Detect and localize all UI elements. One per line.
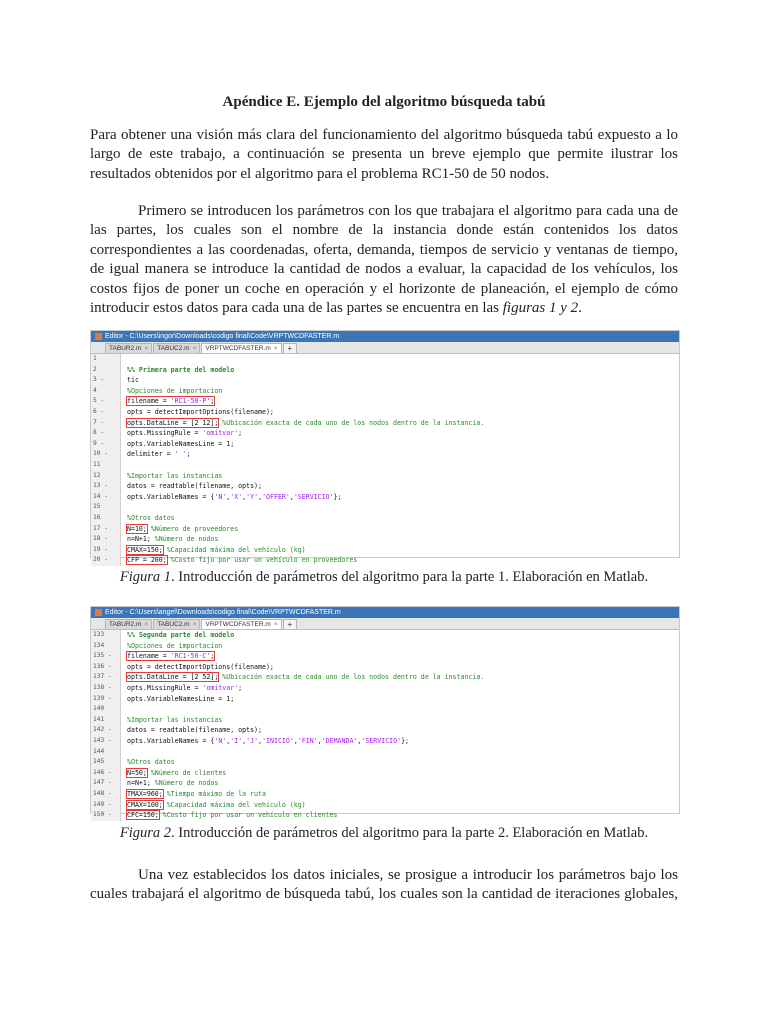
text-line: largo de este trabajo, a continuación se presenta un breve ejemplo que permite ilustrar los [90, 146, 678, 163]
editor-tab-bar [91, 342, 679, 354]
editor-title-bar [91, 331, 679, 342]
code-token: %Importar las instancias [127, 471, 223, 480]
code-text [121, 386, 222, 397]
line-number: 135 - [91, 651, 121, 662]
highlighted-parameter: CMAX=100; [127, 800, 163, 809]
code-token: %Otros datos [127, 513, 175, 522]
text-segment: introducir estos datos para cada una de las partes se encuentra en las [90, 300, 503, 317]
text-line: Una vez establecidos los datos iniciales, se prosigue a introducir los parámetros bajo los [138, 867, 678, 883]
editor-window-title: Editor - C:\Users\angel\Downloads\codigo final\Code\VRPTWCDFASTER.m [105, 609, 341, 616]
line-number: 1 [91, 354, 121, 365]
code-text [121, 513, 175, 524]
code-text [121, 768, 226, 779]
code-token: %Tiempo máximo de la ruta [162, 789, 266, 798]
line-number: 16 [91, 513, 121, 524]
code-token: %Opciones de importacion [127, 386, 223, 395]
code-line[interactable] [91, 365, 679, 376]
text-line [90, 299, 678, 318]
code-line[interactable] [91, 513, 679, 524]
parameter-highlight-box [127, 525, 147, 533]
code-token: opts.MissingRule = [127, 683, 203, 692]
highlighted-parameter: ; [210, 652, 215, 661]
code-line[interactable] [91, 460, 679, 471]
code-token: , [317, 736, 322, 745]
code-token: %Importar las instancias [127, 715, 223, 724]
highlighted-parameter: filename = [127, 397, 171, 406]
closing-paragraph [90, 866, 678, 905]
line-number: 12 [91, 471, 121, 482]
line-number: 14 - [91, 492, 121, 503]
parameter-highlight-box [127, 556, 167, 564]
line-number: 145 [91, 757, 121, 768]
code-token: datos = readtable(filename, opts); [127, 726, 262, 735]
code-line[interactable] [91, 407, 679, 418]
code-text [121, 365, 234, 376]
line-number: 133 [91, 630, 121, 641]
code-token: 'N' [214, 492, 227, 501]
code-area [91, 630, 679, 821]
line-number: 143 - [91, 736, 121, 747]
code-token: %Número de clientes [146, 768, 227, 777]
parameter-highlight-box [127, 652, 214, 660]
code-token: , [258, 492, 263, 501]
text-line: resultados obtenidos por el algoritmo para el problema RC1-50 de 50 nodos. [90, 165, 550, 182]
parameter-highlight-box [127, 790, 163, 798]
figure-2-editor-screenshot [90, 606, 680, 820]
code-text [121, 757, 175, 768]
line-number: 140 [91, 704, 121, 715]
line-number: 147 - [91, 778, 121, 789]
parameter-highlight-box [127, 397, 214, 405]
line-number: 3 - [91, 375, 121, 386]
code-line[interactable] [91, 396, 679, 407]
code-token: , [242, 736, 247, 745]
code-token: , [258, 736, 263, 745]
code-token: n=N+1; [127, 535, 155, 544]
code-line[interactable] [91, 386, 679, 397]
close-icon[interactable]: × [273, 621, 278, 628]
code-text [121, 407, 274, 418]
figure-1-editor-screenshot [90, 330, 680, 565]
code-line[interactable] [91, 524, 679, 535]
line-number: 10 - [91, 449, 121, 460]
code-token: %Ubicación exacta de cada uno de los nodos dentro de la instancia. [218, 673, 485, 682]
tab-label: TABUC2.m [157, 345, 190, 352]
code-token: delimiter = [127, 450, 175, 459]
code-token: 'SERVICIO' [361, 736, 402, 745]
editor-window-title: Editor - C:\Users\ingor\Downloads\codigo final\Code\VRPTWCDFASTER.m [105, 333, 340, 340]
code-line[interactable] [91, 641, 679, 652]
code-text [121, 662, 274, 673]
line-number: 134 [91, 641, 121, 652]
close-icon[interactable]: × [192, 621, 197, 628]
code-token: , [226, 492, 231, 501]
code-line[interactable] [91, 725, 679, 736]
code-text [121, 534, 218, 545]
code-token: , [226, 736, 231, 745]
code-line[interactable] [91, 375, 679, 386]
code-text [121, 492, 342, 503]
code-text [121, 810, 337, 821]
code-text [121, 800, 306, 811]
code-token: 'omitvar' [202, 429, 239, 438]
line-number: 137 - [91, 672, 121, 683]
code-line[interactable] [91, 694, 679, 705]
line-number: 11 [91, 460, 121, 471]
text-line: de igual manera se introduce la cantidad de nodos a evaluar, la capacidad de los vehículos, los [90, 261, 678, 278]
code-line[interactable] [91, 428, 679, 439]
close-icon[interactable]: × [144, 345, 149, 352]
highlighted-parameter: N=50; [127, 768, 147, 777]
code-text [121, 396, 214, 407]
code-token: 'SERVICIO' [293, 492, 334, 501]
code-token: , [242, 492, 247, 501]
editor-tab[interactable] [153, 343, 200, 353]
line-number: 138 - [91, 683, 121, 694]
code-token: datos = readtable(filename, opts); [127, 482, 262, 491]
parameter-highlight-box [127, 769, 147, 777]
highlighted-parameter: TMAX=960; [127, 789, 163, 798]
line-number: 144 [91, 747, 121, 758]
code-text [121, 375, 139, 386]
line-number: 19 - [91, 545, 121, 556]
text-line: correspondientes a las coordenadas, oferta, demanda, tiempos de servicio y ventanas de tiempo, [90, 241, 678, 258]
code-line[interactable] [91, 662, 679, 673]
line-number: 142 - [91, 725, 121, 736]
code-line[interactable] [91, 715, 679, 726]
code-line[interactable] [91, 778, 679, 789]
code-token: %Ubicación exacta de cada uno de los nodos dentro de la instancia. [218, 418, 485, 427]
code-text [121, 418, 484, 429]
code-token: }; [401, 736, 410, 745]
figure-1-caption [0, 569, 768, 586]
caption-label: Figura 2 [119, 825, 172, 841]
code-token: 'omitvar' [202, 683, 239, 692]
code-token: 'DEMANDA' [321, 736, 358, 745]
highlighted-parameter: opts.DataLine = [2 12]; [127, 418, 219, 427]
code-line[interactable] [91, 672, 679, 683]
code-token: 'N' [214, 736, 227, 745]
editor-tab-active[interactable] [201, 343, 281, 353]
parameter-highlight-box [127, 811, 159, 819]
editor-tab[interactable] [153, 619, 200, 629]
code-line[interactable] [91, 418, 679, 429]
code-token: %% Primera parte del modelo [127, 365, 235, 374]
text-line: Para obtener una visión más clara del funcionamiento del algoritmo búsqueda tabú expuesto a lo [90, 127, 678, 143]
parameters-paragraph [90, 202, 678, 318]
code-token: %Opciones de importacion [127, 641, 223, 650]
code-line[interactable] [91, 534, 679, 545]
code-token: 'INICIO' [262, 736, 294, 745]
line-number: 148 - [91, 789, 121, 800]
code-token: opts = detectImportOptions(filename); [127, 662, 274, 671]
code-text [121, 481, 262, 492]
code-text [121, 449, 191, 460]
code-token: 'Y' [246, 492, 259, 501]
code-token: %Número de nodos [154, 779, 219, 788]
close-icon[interactable]: × [144, 621, 149, 628]
code-text [121, 354, 127, 365]
code-token: 'I' [230, 736, 243, 745]
editor-tab[interactable] [105, 619, 152, 629]
code-token: , [293, 736, 298, 745]
highlighted-parameter: opts.DataLine = [2 52]; [127, 673, 219, 682]
code-line[interactable] [91, 555, 679, 566]
code-token: 'X' [230, 492, 243, 501]
code-token: ; [238, 683, 243, 692]
code-line[interactable] [91, 651, 679, 662]
caption-label: Figura 1 [119, 569, 172, 585]
code-line[interactable] [91, 683, 679, 694]
line-number: 13 - [91, 481, 121, 492]
code-line[interactable] [91, 810, 679, 821]
caption-text: . Introducción de parámetros del algoritmo para la parte 2. Elaboración en Matlab. [171, 825, 649, 841]
code-token: ; [186, 450, 191, 459]
code-line[interactable] [91, 354, 679, 365]
code-text [121, 630, 234, 641]
text-line: las partes, los cuales son el nombre de la instancia donde están contenidos los datos [90, 222, 678, 239]
figure-reference: figuras 1 y 2 [502, 300, 579, 317]
code-token: ' ' [174, 450, 187, 459]
code-text [121, 555, 357, 566]
code-token: %Número de nodos [154, 535, 219, 544]
line-number: 15 [91, 502, 121, 513]
line-number: 18 - [91, 534, 121, 545]
line-number: 4 [91, 386, 121, 397]
highlighted-parameter: CMAX=150; [127, 545, 163, 554]
add-tab-button[interactable]: + [283, 343, 298, 353]
highlighted-parameter: CFP = 200; [127, 556, 167, 565]
code-line[interactable] [91, 630, 679, 641]
code-line[interactable] [91, 492, 679, 503]
code-text [121, 694, 234, 705]
code-token: %Capacidad máxima del vehículo (kg) [162, 545, 306, 554]
code-text [121, 439, 234, 450]
text-line: cuales trabajará el algoritmo de búsqueda tabú, los cuales son la cantidad de iteraciones globales, [90, 886, 678, 903]
code-text [121, 460, 127, 471]
line-number: 141 [91, 715, 121, 726]
figure-2-caption [0, 825, 768, 842]
add-tab-button[interactable]: + [283, 619, 298, 629]
code-token: tic [127, 376, 139, 385]
code-token: %Número de proveedores [146, 524, 239, 533]
line-number: 9 - [91, 439, 121, 450]
code-text [121, 747, 127, 758]
code-token: 'FIN' [297, 736, 318, 745]
matlab-icon [95, 609, 102, 616]
code-line[interactable] [91, 800, 679, 811]
highlighted-parameter: 'RC1-50-P' [170, 397, 211, 406]
line-number: 17 - [91, 524, 121, 535]
parameter-highlight-box [127, 546, 163, 554]
highlighted-parameter: filename = [127, 652, 171, 661]
code-token: %Otros datos [127, 758, 175, 767]
tab-label: TABUC2.m [157, 621, 190, 628]
close-icon[interactable]: × [192, 345, 197, 352]
code-token: opts.VariableNames = { [127, 736, 215, 745]
line-number: 149 - [91, 800, 121, 811]
code-text [121, 545, 306, 556]
code-line[interactable] [91, 789, 679, 800]
code-text [121, 672, 484, 683]
line-number: 6 - [91, 407, 121, 418]
tab-label: TABUR2.m [109, 621, 142, 628]
code-text [121, 651, 214, 662]
code-text [121, 715, 222, 726]
code-text [121, 789, 266, 800]
tab-label: VRPTWCDFASTER.m [205, 345, 271, 352]
code-line[interactable] [91, 757, 679, 768]
code-token: %Costo fijo por usar un vehículo en clientes [158, 811, 338, 820]
code-line[interactable] [91, 768, 679, 779]
line-number: 139 - [91, 694, 121, 705]
parameter-highlight-box [127, 673, 218, 681]
code-token: %% Segunda parte del modelo [127, 631, 235, 639]
code-text [121, 428, 242, 439]
code-text [121, 778, 218, 789]
code-token: }; [333, 492, 342, 501]
code-line[interactable] [91, 449, 679, 460]
code-token: n=N+1; [127, 779, 155, 788]
editor-title-bar [91, 607, 679, 618]
highlighted-parameter: N=10; [127, 524, 147, 533]
code-line[interactable] [91, 704, 679, 715]
code-text [121, 736, 409, 747]
code-text [121, 683, 242, 694]
code-token: opts.MissingRule = [127, 429, 203, 438]
code-text [121, 524, 238, 535]
parameter-highlight-box [127, 801, 163, 809]
line-number: 5 - [91, 396, 121, 407]
tab-label: TABUR2.m [109, 345, 142, 352]
highlighted-parameter: CFC=150; [127, 811, 159, 820]
code-line[interactable] [91, 736, 679, 747]
text-line: Primero se introducen los parámetros con los que trabajara el algoritmo para cada una de [138, 203, 678, 219]
code-text [121, 502, 127, 513]
code-line[interactable] [91, 471, 679, 482]
tab-label: VRPTWCDFASTER.m [205, 621, 271, 628]
matlab-icon [95, 333, 102, 340]
code-token: opts.VariableNamesLine = 1; [127, 694, 235, 703]
code-token: opts.VariableNamesLine = 1; [127, 439, 235, 448]
editor-tab[interactable] [105, 343, 152, 353]
line-number: 2 [91, 365, 121, 376]
code-token: opts.VariableNames = { [127, 492, 215, 501]
code-text [121, 641, 222, 652]
caption-text: . Introducción de parámetros del algoritmo para la parte 1. Elaboración en Matlab. [171, 569, 649, 585]
editor-tab-bar [91, 618, 679, 630]
code-token: %Costo fijo por usar un vehículo en proveedores [166, 556, 358, 565]
code-token: 'OFFER' [262, 492, 290, 501]
code-line[interactable] [91, 439, 679, 450]
parameter-highlight-box [127, 419, 218, 427]
code-line[interactable] [91, 747, 679, 758]
code-line[interactable] [91, 545, 679, 556]
page-title: Apéndice E. Ejemplo del algoritmo búsqueda tabú [222, 94, 546, 110]
highlighted-parameter: 'RC1-50-C' [170, 652, 211, 661]
line-number: 8 - [91, 428, 121, 439]
code-text [121, 725, 262, 736]
code-line[interactable] [91, 502, 679, 513]
close-icon[interactable]: × [273, 345, 278, 352]
line-number: 136 - [91, 662, 121, 673]
line-number: 7 - [91, 418, 121, 429]
code-token: 'J' [246, 736, 259, 745]
code-text [121, 704, 127, 715]
line-number: 146 - [91, 768, 121, 779]
line-number: 150 - [91, 810, 121, 821]
code-token: , [289, 492, 294, 501]
code-token: ; [238, 429, 243, 438]
code-token: %Capacidad máxima del vehículo (kg) [162, 800, 306, 809]
editor-tab-active[interactable] [201, 619, 281, 629]
code-text [121, 471, 222, 482]
code-area [91, 354, 679, 566]
highlighted-parameter: ; [210, 397, 215, 406]
code-token: opts = detectImportOptions(filename); [127, 407, 274, 416]
intro-paragraph [90, 126, 678, 184]
code-line[interactable] [91, 481, 679, 492]
code-token: , [357, 736, 362, 745]
line-number: 20 - [91, 555, 121, 566]
text-segment: . [578, 300, 582, 317]
text-line: costos fijos de poner un coche en operación y el horizonte de planeación, el ejemplo de cómo [90, 280, 678, 297]
